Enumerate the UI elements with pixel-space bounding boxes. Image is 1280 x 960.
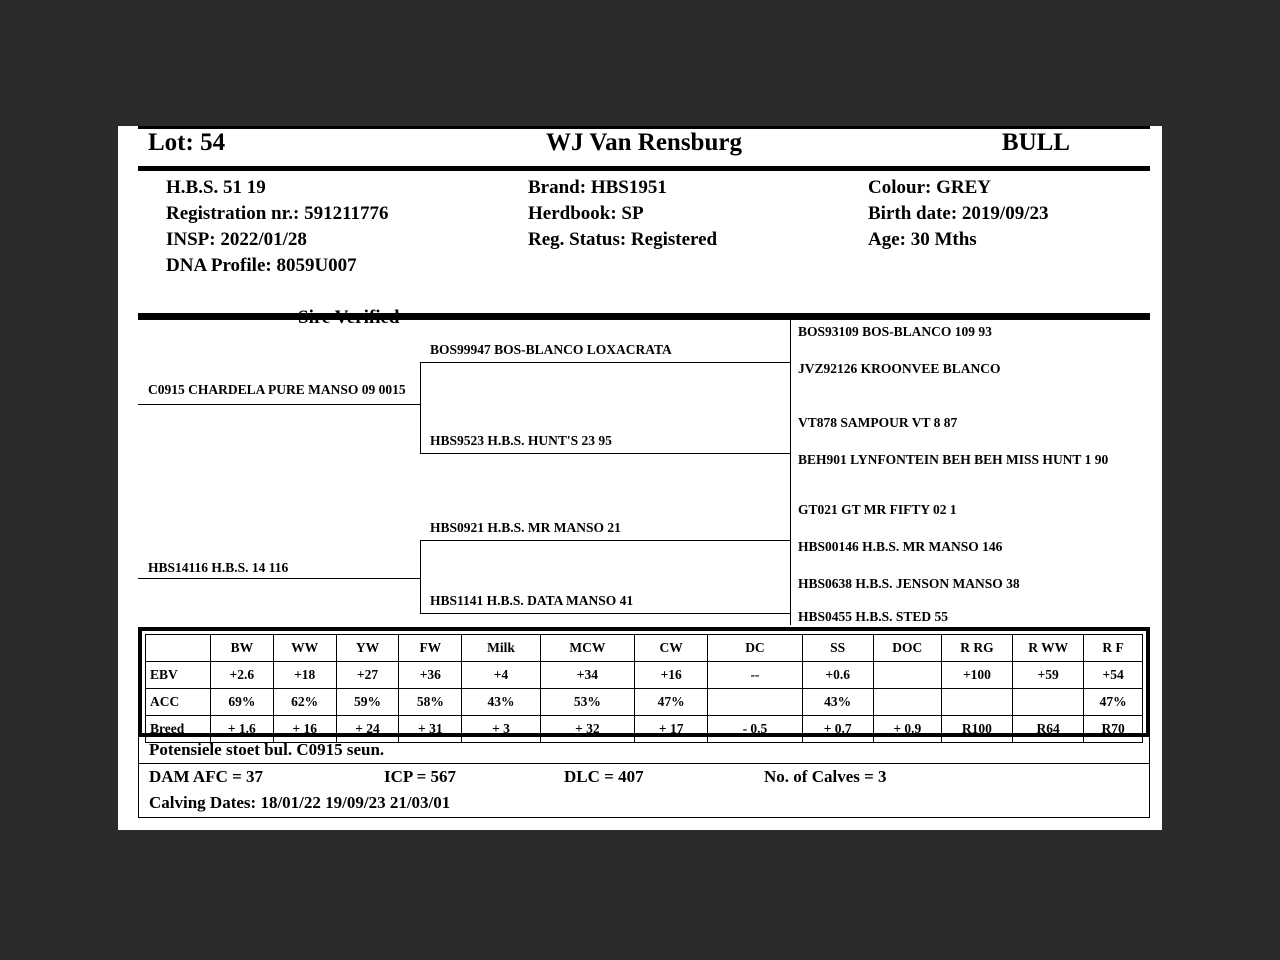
ebv-cell: +36 [399,662,462,689]
pedigree-line [138,404,420,405]
ebv-row-label: EBV [146,662,211,689]
ebv-cell: 53% [540,689,634,716]
ebv-cell: 47% [635,689,708,716]
ebv-col-header: WW [273,635,336,662]
table-row [146,662,1143,689]
ebv-header-row [146,635,1143,662]
colour: Colour: GREY [868,177,991,198]
pedigree-sire-sire: BOS99947 BOS-BLANCO LOXACRATA [430,342,672,357]
pedigree-g3: VT878 SAMPOUR VT 8 87 [798,415,958,430]
pedigree-line [420,362,421,454]
brand: Brand: HBS1951 [528,177,667,198]
pedigree-chart [138,320,1150,625]
pedigree-dam-sire: HBS0921 H.B.S. MR MANSO 21 [430,520,621,535]
ebv-cell: R64 [1013,716,1084,743]
dam-afc: DAM AFC = 37 [149,767,264,786]
ebv-cell: 47% [1084,689,1143,716]
ebv-cell: + 16 [273,716,336,743]
age: Age: 30 Mths [868,229,977,250]
pedigree-g4: BEH901 LYNFONTEIN BEH BEH MISS HUNT 1 90 [798,452,1109,467]
ebv-cell: + 1.6 [210,716,273,743]
ebv-cell: +16 [635,662,708,689]
ebv-cell: 43% [462,689,541,716]
ebv-col-header: YW [336,635,399,662]
ebv-cell: 43% [802,689,873,716]
ebv-cell [873,689,941,716]
ebv-col-header: MCW [540,635,634,662]
ebv-col-header: DOC [873,635,941,662]
ebv-col-header: CW [635,635,708,662]
pedigree-sire-dam: HBS9523 H.B.S. HUNT'S 23 95 [430,433,612,448]
ebv-col-header [146,635,211,662]
ebv-col-header: BW [210,635,273,662]
ebv-cell: + 31 [399,716,462,743]
owner-name: WJ Van Rensburg [546,129,742,156]
ebv-cell: + 24 [336,716,399,743]
ebv-cell: +100 [941,662,1012,689]
ebv-row-label: Breed [146,716,211,743]
pedigree-line [420,362,790,363]
ebv-cell [941,689,1012,716]
header-row [138,126,1150,163]
ebv-cell: 62% [273,689,336,716]
ebv-cell [873,662,941,689]
notes-block [138,737,1150,818]
pedigree-line [420,540,421,614]
ebv-cell: +27 [336,662,399,689]
icp: ICP = 567 [384,767,457,786]
herdbook: Herdbook: SP [528,203,644,224]
ebv-col-header: SS [802,635,873,662]
ebv-col-header: R WW [1013,635,1084,662]
ebv-cell: + 17 [635,716,708,743]
pedigree-sire: C0915 CHARDELA PURE MANSO 09 0015 [148,382,406,397]
info-column-right [868,177,1049,255]
ebv-cell: R70 [1084,716,1143,743]
table-row [146,689,1143,716]
pedigree-line [420,453,790,454]
ebv-cell: 69% [210,689,273,716]
ebv-cell: + 32 [540,716,634,743]
ebv-cell: +18 [273,662,336,689]
hbs-number: H.B.S. 51 19 [166,177,266,198]
pedigree-dam: HBS14116 H.B.S. 14 116 [148,560,289,575]
sire-verified-label: Sire Verified [298,307,400,328]
ebv-cell: R100 [941,716,1012,743]
catalogue-page [118,126,1162,830]
registration-status: Reg. Status: Registered [528,229,718,250]
pedigree-g6: HBS00146 H.B.S. MR MANSO 146 [798,539,1003,554]
info-column-left [166,177,389,281]
pedigree-g8: HBS0455 H.B.S. STED 55 [798,609,949,624]
animal-sex: BULL [1001,129,1070,156]
fertility-stats-row [139,764,1149,791]
calving-dates: Calving Dates: 18/01/22 19/09/23 21/03/01 [149,793,451,812]
pedigree-line [420,540,790,541]
ebv-cell: +0.6 [802,662,873,689]
inspection-date: INSP: 2022/01/28 [166,229,307,250]
pedigree-g7: HBS0638 H.B.S. JENSON MANSO 38 [798,576,1020,591]
ebv-col-header: FW [399,635,462,662]
ebv-col-header: Milk [462,635,541,662]
pedigree-g2: JVZ92126 KROONVEE BLANCO [798,361,1001,376]
ebv-row-label: ACC [146,689,211,716]
info-column-middle [528,177,717,255]
pedigree-g1: BOS93109 BOS-BLANCO 109 93 [798,324,992,339]
ebv-cell: + 0.7 [802,716,873,743]
ebv-col-header: R RG [941,635,1012,662]
pedigree-g5: GT021 GT MR FIFTY 02 1 [798,502,957,517]
animal-info-block [138,171,1150,328]
lot-number: Lot: 54 [148,129,226,156]
pedigree-line [790,320,791,625]
ebv-cell: 59% [336,689,399,716]
pedigree-line [138,578,420,579]
ebv-cell: +54 [1084,662,1143,689]
ebv-table [145,634,1143,743]
pedigree-line [420,613,790,614]
dna-profile: DNA Profile: 8059U007 [166,255,357,276]
ebv-cell: -- [708,662,802,689]
ebv-col-header: DC [708,635,802,662]
ebv-cell: +2.6 [210,662,273,689]
ebv-cell [708,689,802,716]
ebv-cell: + 0.9 [873,716,941,743]
number-of-calves: No. of Calves = 3 [764,767,887,786]
dlc: DLC = 407 [564,767,644,786]
ebv-cell: + 3 [462,716,541,743]
ebv-cell: +4 [462,662,541,689]
ebv-cell: +59 [1013,662,1084,689]
ebv-table-container [138,627,1150,737]
ebv-cell [1013,689,1084,716]
birth-date: Birth date: 2019/09/23 [868,203,1049,224]
ebv-cell: 58% [399,689,462,716]
ebv-cell: +34 [540,662,634,689]
ebv-cell: - 0.5 [708,716,802,743]
comment-text: Potensiele stoet bul. C0915 seun. [139,737,1149,764]
pedigree-dam-dam: HBS1141 H.B.S. DATA MANSO 41 [430,593,634,608]
ebv-col-header: R F [1084,635,1143,662]
registration-number: Registration nr.: 591211776 [166,203,389,224]
animal-record-sheet [138,126,1150,816]
pedigree-top-divider [138,313,1150,320]
